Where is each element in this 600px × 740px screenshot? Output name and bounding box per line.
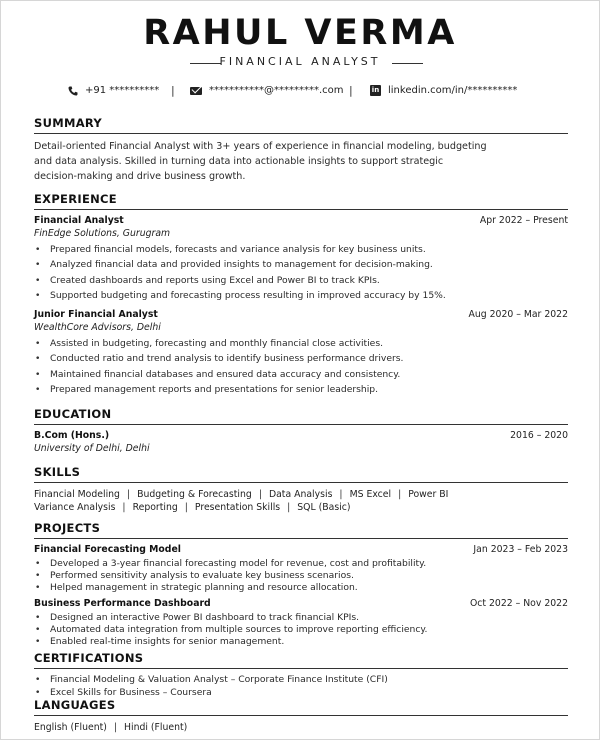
- job-entry: [34, 309, 568, 397]
- job-bullets: [34, 242, 568, 303]
- contact-row: [1, 85, 599, 99]
- education-dates: 2016 – 2020: [510, 430, 568, 441]
- projects-section: [34, 521, 568, 648]
- bullet-item: • Conducted ratio and trend analysis to identify business performance drivers.: [34, 351, 568, 366]
- contact-separator: |: [171, 84, 175, 97]
- job-bullets: [34, 336, 568, 397]
- certification-item: • Financial Modeling & Valuation Analyst – Corporate Finance Institute (CFI): [34, 674, 568, 687]
- experience-section: [34, 192, 568, 397]
- bullet-item: • Enabled real-time insights for senior management.: [34, 636, 568, 648]
- project-dates: Oct 2022 – Nov 2022: [469, 598, 568, 610]
- skill-separator: |: [258, 489, 262, 500]
- skill-tag: Reporting: [132, 502, 178, 513]
- language-separator: |: [113, 722, 117, 733]
- project-dates: Jan 2023 – Feb 2023: [473, 544, 568, 555]
- skill-separator: |: [126, 489, 131, 500]
- certification-list: [34, 674, 568, 699]
- summary-line: and data analysis. Skilled in turning data into actionable insights to support strategic: [34, 156, 444, 167]
- job-company: FinEdge Solutions, Gurugram: [34, 228, 171, 239]
- job-title-row: [1, 55, 599, 71]
- skill-tag: SQL (Basic): [297, 502, 351, 513]
- skill-tag: Presentation Skills: [194, 502, 281, 513]
- linkedin-icon: in: [371, 86, 380, 94]
- project-name: Financial Forecasting Model: [34, 544, 181, 555]
- language-item: Hindi (Fluent): [124, 722, 188, 733]
- section-title: EDUCATION: [34, 407, 568, 425]
- skills-section: [34, 465, 568, 514]
- skill-separator: |: [398, 489, 402, 500]
- project-name: Business Performance Dashboard: [34, 598, 211, 610]
- skill-tag: Financial Modeling: [34, 489, 120, 500]
- job-role: Financial Analyst: [34, 215, 124, 226]
- summary-section: [34, 116, 568, 184]
- skill-tag: Power BI: [408, 489, 449, 500]
- project-bullets: [34, 612, 568, 647]
- bullet-item: • Designed an interactive Power BI dashboard to track financial KPIs.: [34, 612, 568, 624]
- bullet-item: • Developed a 3-year financial forecasting model for revenue, cost and profitability.: [34, 558, 568, 570]
- project-header: [34, 544, 568, 556]
- bullet-item: • Performed sensitivity analysis to evaluate key business scenarios.: [34, 570, 568, 582]
- skill-separator: |: [339, 489, 343, 500]
- section-title: EXPERIENCE: [34, 192, 568, 210]
- project-entry: [34, 544, 568, 593]
- job-dates: Aug 2020 – Mar 2022: [468, 309, 568, 321]
- job-header: [34, 309, 568, 321]
- summary-line: decision-making and drive business growth.: [34, 171, 246, 182]
- project-header: [34, 598, 568, 610]
- certifications-section: [34, 651, 568, 699]
- job-dates: Apr 2022 – Present: [479, 215, 568, 226]
- section-title: SUMMARY: [34, 116, 568, 134]
- bullet-item: • Created dashboards and reports using Excel and Power BI to track KPIs.: [34, 273, 568, 288]
- phone-icon: [68, 86, 78, 96]
- skill-tag: Data Analysis: [268, 489, 333, 500]
- skill-tag: Variance Analysis: [34, 502, 116, 513]
- summary-text: [34, 139, 568, 184]
- email-address[interactable]: ***********@*********.com: [209, 85, 344, 96]
- linkedin-url[interactable]: linkedin.com/in/**********: [388, 85, 518, 96]
- bullet-item: • Prepared management reports and presentations for senior leadership.: [34, 382, 568, 397]
- bullet-item: • Prepared financial models, forecasts and variance analysis for key business units.: [34, 242, 568, 257]
- bullet-item: • Automated data integration from multiple sources to improve reporting efficiency.: [34, 624, 568, 636]
- skill-separator: |: [184, 502, 188, 513]
- email-contact[interactable]: [190, 85, 344, 96]
- skill-separator: |: [287, 502, 291, 513]
- language-item: English (Fluent): [34, 722, 107, 733]
- skill-separator: |: [122, 502, 126, 513]
- candidate-name: RAHUL VERMA: [143, 13, 457, 53]
- job-entry: [34, 215, 568, 303]
- education-section: [34, 407, 568, 455]
- certification-item: • Excel Skills for Business – Coursera: [34, 687, 568, 700]
- skills-row: [34, 488, 568, 501]
- skill-tag: MS Excel: [349, 489, 392, 500]
- contact-separator: |: [349, 84, 353, 97]
- bullet-item: • Helped management in strategic planning and resource allocation.: [34, 582, 568, 594]
- section-title: PROJECTS: [34, 521, 568, 539]
- languages-section: [34, 698, 568, 734]
- skill-tag: Budgeting & Forecasting: [137, 489, 252, 500]
- phone-number: +91 **********: [85, 85, 160, 96]
- bullet-item: • Assisted in budgeting, forecasting and monthly financial close activities.: [34, 336, 568, 351]
- section-title: CERTIFICATIONS: [34, 651, 568, 669]
- school: University of Delhi, Delhi: [34, 443, 150, 454]
- phone-contact: [68, 85, 159, 96]
- section-title: SKILLS: [34, 465, 568, 483]
- education-header: [34, 430, 568, 442]
- summary-line: Detail-oriented Financial Analyst with 3+ years of experience in financial modeling, budgeting: [34, 141, 487, 152]
- envelope-icon: [190, 87, 202, 95]
- project-entry: [34, 598, 568, 647]
- title-rule-right: [392, 63, 423, 64]
- bullet-item: • Analyzed financial data and provided insights to management for decision-making.: [34, 257, 568, 272]
- job-company: WealthCore Advisors, Delhi: [34, 322, 161, 334]
- job-role: Junior Financial Analyst: [34, 309, 158, 321]
- job-header: [34, 215, 568, 227]
- languages-row: [34, 721, 568, 734]
- skills-row: [34, 501, 568, 514]
- degree: B.Com (Hons.): [34, 430, 110, 441]
- project-bullets: [34, 558, 568, 593]
- bullet-item: • Maintained financial databases and ensured data accuracy and consistency.: [34, 367, 568, 382]
- linkedin-contact[interactable]: [370, 85, 517, 96]
- job-title: FINANCIAL ANALYST: [219, 55, 381, 68]
- bullet-item: • Supported budgeting and forecasting process resulting in improved accuracy by 15%.: [34, 288, 568, 303]
- section-title: LANGUAGES: [34, 698, 568, 716]
